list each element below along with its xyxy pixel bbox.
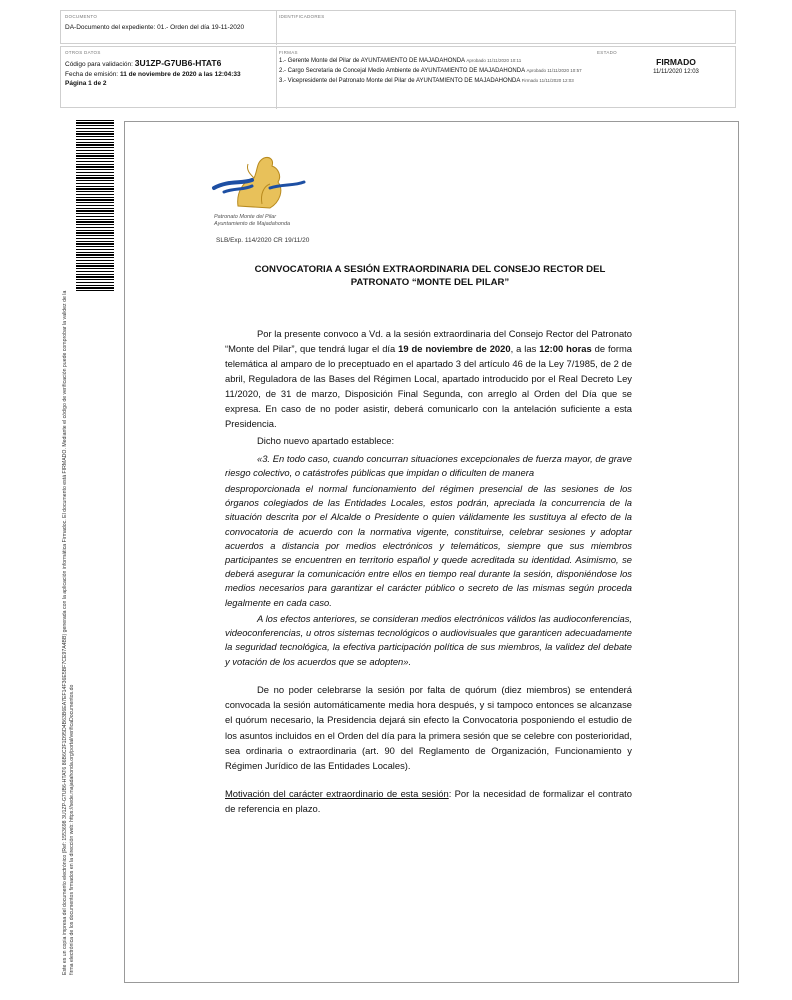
paragraph-convocatoria: Por la presente convoco a Vd. a la sesión extraordinaria del Consejo Rector del Patronato “Monte del Pilar”, que tendrá lugar el día 19 de noviembre de 2020, a las 12:00 horas de forma telemática al amparo de lo preceptuado en el apartado 3 del artículo 46 de la Ley 7/1985, de 2 de abril, Reguladora de las Bases del Régimen Local, apartado introducido por el Real Decreto Ley 11/2020, de 31 de marzo, Disposición Final Segunda, con arreglo al Orden del Día que se expresa. En caso de no poder asistir, deberá comunicarlo con la antelación suficiente a esta Presidencia. xyxy=(225,328,632,429)
motivacion-label: Motivación del carácter extraordinario de esta sesión xyxy=(225,788,449,799)
documento-value: DA-Documento del expediente: 01.- Orden del día 19-11-2020 xyxy=(65,24,245,31)
codigo-validacion: Código para validación: 3U1ZP-G7UB6-HTAT6 xyxy=(65,58,222,68)
document-header xyxy=(60,10,736,108)
estado-value: FIRMADO xyxy=(656,57,696,67)
paragraph-quote-3: A los efectos anteriores, se consideran medios electrónicos válidos las audioconferencias, videoconferencias, u otros sistemas tecnológicos o audiovisuales que garanticen adecuadamente la seguridad tecnológica, la efectiva participación política de sus miembros, la validez del debate y votación de los acuerdos que se adopten». xyxy=(225,613,632,667)
barcode xyxy=(76,120,114,292)
logo-text: Patronato Monte del Pilar Ayuntamiento de Majadahonda xyxy=(214,214,291,227)
expediente-ref: SLB/Exp. 114/2020 CR 19/11/20 xyxy=(216,237,310,244)
verification-side-text: Este es un copia impresa del documento electrónico (Ref: 1553698 3U1ZP-G7UB6-HTAT6 86B6C2F1D95D4B63B6EA7EF14F36E5BF7CE97A4BB) generada con la aplicación informática Firmadoc. El documento está FIRMADO. Mediante el código de verificación puede comprobar la validez de la firma electrónica de los documentos firmados en la dirección web: https://sede.majadahonda.org/portal/verificaDocumentos.do xyxy=(62,290,75,975)
patronato-logo xyxy=(208,148,338,234)
header-top-row xyxy=(60,10,736,44)
paragraph-quote-1: «3. En todo caso, cuando concurran situaciones excepcionales de fuerza mayor, de grave riesgo colectivo, o catástrofes públicas que impidan o dificulten de manera xyxy=(225,453,632,478)
pagina: Página 1 de 2 xyxy=(65,80,107,87)
codigo-value: 3U1ZP-G7UB6-HTAT6 xyxy=(134,58,222,68)
paragraph-quorum: De no poder celebrarse la sesión por falta de quórum (diez miembros) se entenderá convocada la sesión automáticamente media hora después, y si tampoco entonces se alcanzase el quórum necesario, la Presidencia dejará sin efecto la Convocatoria posponiendo el estudio de los asuntos incluidos en el Orden del día para la primera sesión que se celebre con posterioridad, sea ordinaria o extraordinaria (art. 90 del Reglamento de Organización, Funcionamiento y Régimen Jurídico de las Entidades Locales). xyxy=(225,684,632,772)
firmas-label: FIRMAS xyxy=(279,50,298,55)
identificadores-label: IDENTIFICADORES xyxy=(279,14,325,19)
firma-1: 1.- Gerente Monte del Pilar de AYUNTAMIENTO DE MAJADAHONDA Aprobado 11/11/2020 10:11 xyxy=(279,58,522,64)
firma-2: 2.- Cargo Secretaria de Concejal Medio Ambiente de AYUNTAMIENTO DE MAJADAHONDA Aprobado 11/11/2020 10:57 xyxy=(279,68,582,74)
header-bottom-row xyxy=(60,46,736,108)
otros-datos-label: OTROS DATOS xyxy=(65,50,101,55)
documento-label: DOCUMENTO xyxy=(65,14,98,19)
paragraph-quote-2: desproporcionada el normal funcionamiento del régimen presencial de las sesiones de los órganos colegiados de las Entidades Locales, estos podrán, apreciada la concurrencia de la situación descrita por el Alcalde o Presidente o quien válidamente les sustituya al efecto de la convocatoria de acuerdo con la normativa vigente, constituirse, celebrar sesiones y adoptar acuerdos a distancia por medios electrónicos y telemáticos, siempre que sus miembros participantes se encuentren en territorio español y quede acreditada su identidad. Asimismo, se deberá asegurar la comunicación entre ellos en tiempo real durante la sesión, disponiéndose los medios necesarios para garantizar el carácter público o secreto de las mismas según proceda legalmente en cada caso. xyxy=(225,483,632,608)
squirrel-logo-icon xyxy=(208,148,338,218)
fecha-value: 11 de noviembre de 2020 a las 12:04:33 xyxy=(119,71,241,78)
divider xyxy=(276,47,277,109)
divider xyxy=(276,11,277,45)
page-title: CONVOCATORIA A SESIÓN EXTRAORDINARIA DEL CONSEJO RECTOR DEL PATRONATO “MONTE DEL PILAR” xyxy=(254,264,606,288)
estado-label: ESTADO xyxy=(597,50,617,55)
paragraph-motivacion: Motivación del carácter extraordinario de esta sesión: Por la necesidad de formalizar el contrato de referencia en plazo. xyxy=(225,788,632,814)
estado-date: 11/11/2020 12:03 xyxy=(653,69,699,75)
fecha-emision: Fecha de emisión: 11 de noviembre de 2020 a las 12:04:33 xyxy=(65,71,241,78)
firma-3: 3.- Vicepresidente del Patronato Monte del Pilar de AYUNTAMIENTO DE MAJADAHONDA Firmado 11/11/2020 12:03 xyxy=(279,78,574,84)
firmas-list xyxy=(279,57,599,85)
paragraph-apartado: Dicho nuevo apartado establece: xyxy=(257,435,395,446)
